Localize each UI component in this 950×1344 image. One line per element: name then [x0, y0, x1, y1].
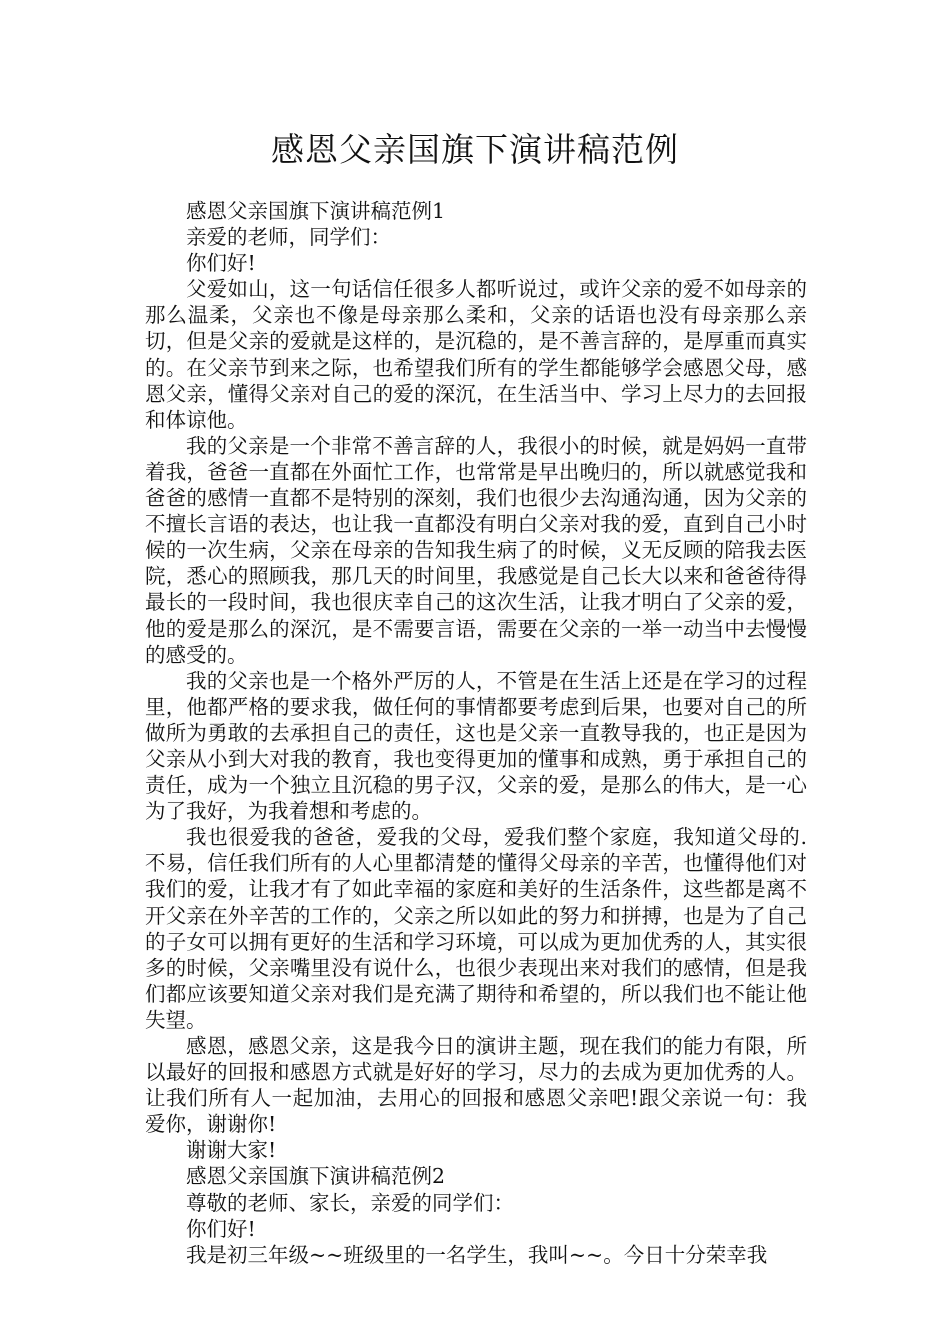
body-paragraph: 父爱如山，这一句话信任很多人都听说过，或许父亲的爱不如母亲的那么温柔，父亲也不像是母亲那么柔和，父亲的话语也没有母亲那么亲切，但是父亲的爱就是这样的，是沉稳的，是不善言辞的，是厚重而真实的。在父亲节到来之际，也希望我们所有的学生都能够学会感恩父母，感恩父亲，懂得父亲对自己的爱的深沉，在生活当中、学习上尽力的去回报和体谅他。 — [145, 277, 807, 432]
document-body — [145, 198, 807, 1268]
body-paragraph: 感恩，感恩父亲，这是我今日的演讲主题，现在我们的能力有限，所以最好的回报和感恩方式就是好好的学习，尽力的去成为更加优秀的人。让我们所有人一起加油，去用心的回报和感恩父亲吧!跟父亲说一句：我爱你，谢谢你! — [145, 1034, 807, 1137]
section-heading-1: 感恩父亲国旗下演讲稿范例1 — [186, 199, 446, 223]
greeting: 你们好! — [186, 1216, 256, 1241]
body-paragraph: 我也很爱我的爸爸，爱我的父母，爱我们整个家庭，我知道父母的.不易，信任我们所有的人心里都清楚的懂得父母亲的辛苦，也懂得他们对我们的爱，让我才有了如此幸福的家庭和美好的生活条件，这些都是离不开父亲在外辛苦的工作的，父亲之所以如此的努力和拼搏，也是为了自己的子女可以拥有更好的生活和学习环境，可以成为更加优秀的人，其实很多的时候，父亲嘴里没有说什么，也很少表现出来对我们的感情，但是我们都应该要知道父亲对我们是充满了期待和希望的，所以我们也不能让他失望。 — [145, 825, 807, 1032]
body-paragraph: 我的父亲也是一个格外严厉的人，不管是在生活上还是在学习的过程里，他都严格的要求我，做任何的事情都要考虑到后果，也要对自己的所做所为勇敢的去承担自己的责任，这也是父亲一直教导我的，也正是因为父亲从小到大对我的教育，我也变得更加的懂事和成熟，勇于承担自己的责任，成为一个独立且沉稳的男子汉，父亲的爱，是那么的伟大，是一心为了我好，为我着想和考虑的。 — [145, 668, 807, 824]
salutation: 尊敬的老师、家长，亲爱的同学们： — [186, 1190, 514, 1215]
closing-thanks: 谢谢大家! — [186, 1138, 277, 1163]
body-paragraph: 我的父亲是一个非常不善言辞的人，我很小的时候，就是妈妈一直带着我，爸爸一直都在外面忙工作，也常常是早出晚归的，所以就感觉我和爸爸的感情一直都不是特别的深刻，我们也很少去沟通沟通，因为父亲的不擅长言语的表达，也让我一直都没有明白父亲对我的爱，直到自己小时候的一次生病，父亲在母亲的告知我生病了的时候，义无反顾的陪我去医院，悉心的照顾我，那几天的时间里，我感觉是自己长大以来和爸爸待得最长的一段时间，我也很庆幸自己的这次生活，让我才明白了父亲的爱，他的爱是那么的深沉，是不需要言语，需要在父亲的一举一动当中去慢慢的感受的。 — [145, 433, 807, 667]
body-paragraph: 我是初三年级~~班级里的一名学生，我叫~~。今日十分荣幸我 — [186, 1242, 768, 1267]
greeting: 你们好! — [186, 251, 256, 276]
section-heading-2: 感恩父亲国旗下演讲稿范例2 — [186, 1164, 446, 1189]
salutation: 亲爱的老师，同学们： — [186, 225, 391, 250]
document-title: 感恩父亲国旗下演讲稿范例 — [271, 130, 679, 169]
